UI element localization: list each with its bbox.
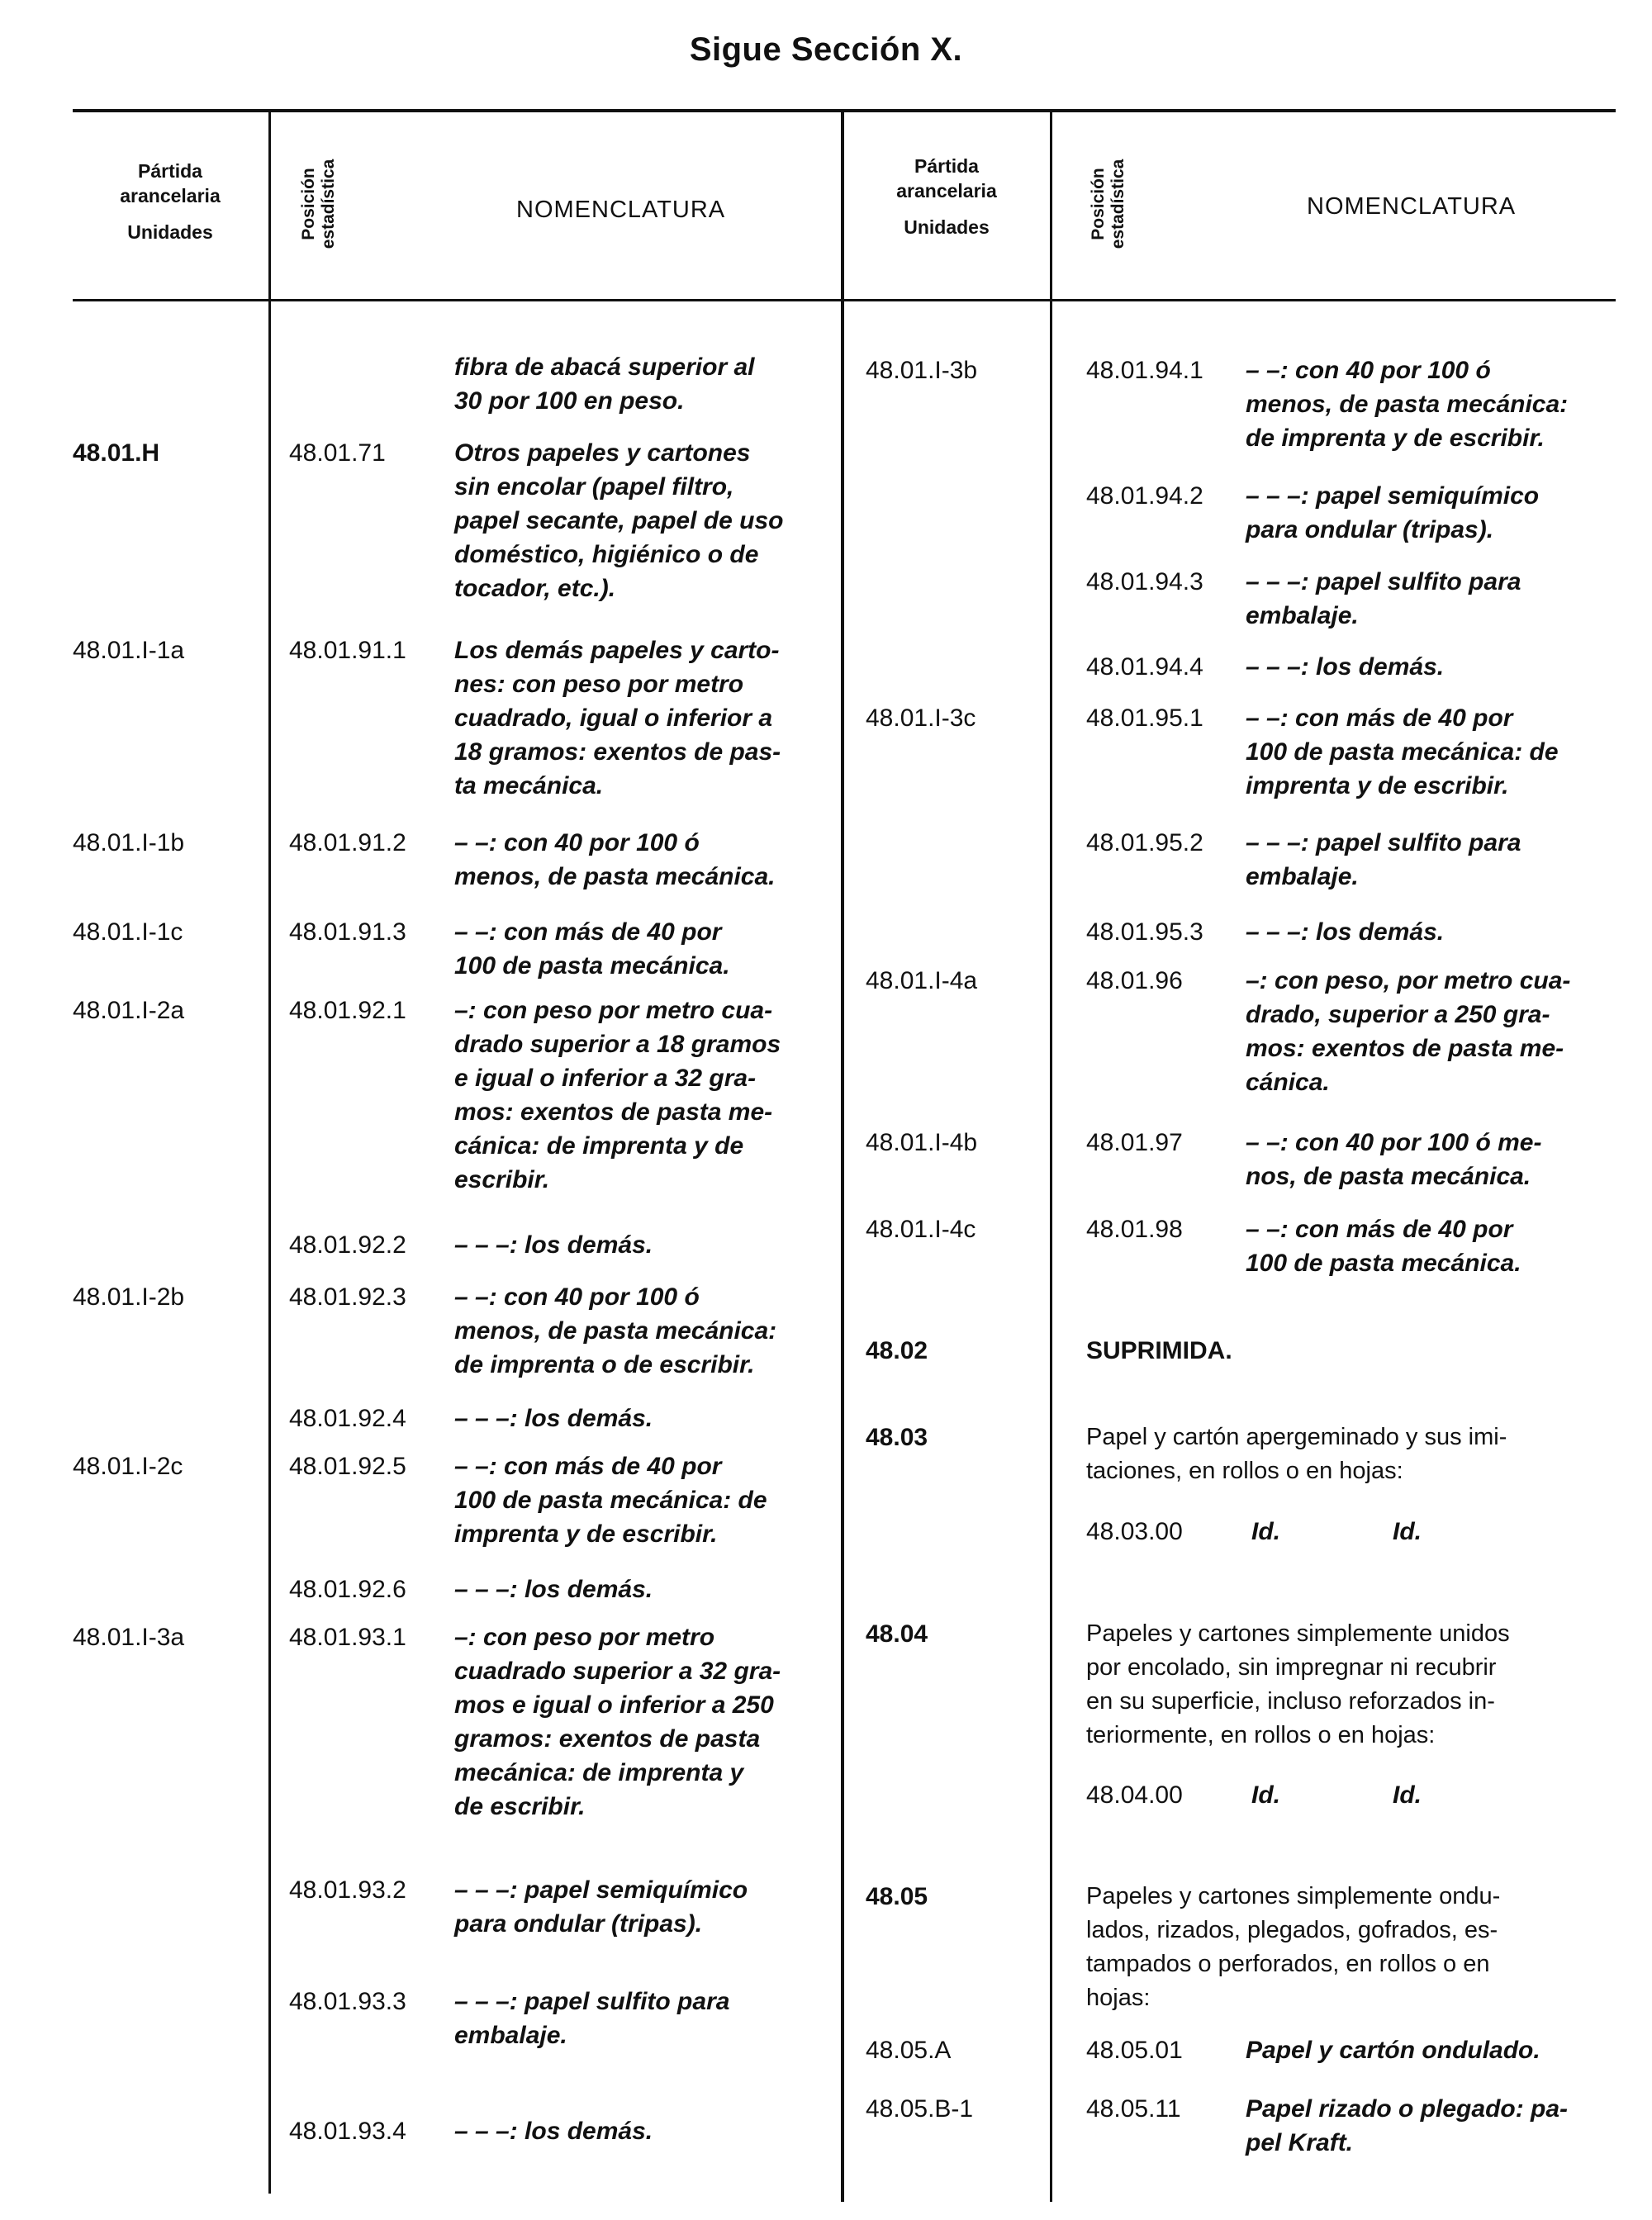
col-divider-3 bbox=[1050, 112, 1052, 2202]
header-partida-line3: Unidades bbox=[127, 221, 213, 243]
header-partida-line1: Pártida bbox=[138, 160, 202, 182]
desc-line: mos: exentos de pasta me- bbox=[454, 1098, 773, 1126]
row-description bbox=[454, 633, 822, 803]
desc-line: mecánica: de imprenta y bbox=[454, 1759, 744, 1786]
desc-line: – –: con 40 por 100 ó bbox=[1246, 357, 1491, 384]
desc-line: menos, de pasta mecánica: bbox=[1246, 391, 1569, 418]
desc-line: en su superficie, incluso reforzados in- bbox=[1086, 1688, 1495, 1715]
desc-line: – – –: papel semiquímico bbox=[454, 1876, 748, 1904]
row-description bbox=[454, 1280, 822, 1382]
partida-code: 48.05 bbox=[866, 1883, 928, 1910]
desc-line: – – –: papel semiquímico bbox=[1246, 482, 1540, 510]
row-description bbox=[454, 2114, 822, 2148]
desc-line: papel secante, papel de uso bbox=[454, 507, 784, 534]
row-description bbox=[454, 994, 822, 1197]
header-posicion-line2: estadística bbox=[319, 159, 338, 249]
desc-line: – – –: los demás. bbox=[454, 2118, 653, 2145]
desc-line: ta mecánica. bbox=[454, 772, 604, 799]
posicion-code: 48.01.93.3 bbox=[289, 1988, 406, 2015]
desc-line: nes: con peso por metro bbox=[454, 671, 744, 698]
desc-line: Otros papeles y cartones bbox=[454, 439, 751, 467]
row-description bbox=[454, 1873, 822, 1941]
desc-line: para ondular (tripas). bbox=[454, 1910, 703, 1938]
desc-line: menos, de pasta mecánica: bbox=[454, 1317, 777, 1345]
page-title: Sigue Sección X. bbox=[689, 31, 963, 68]
row-description bbox=[1086, 1421, 1631, 1488]
desc-line: Papel y cartón apergeminado y sus imi- bbox=[1086, 1424, 1507, 1450]
partida-code: 48.01.I-3b bbox=[866, 357, 978, 384]
desc-line: e igual o inferior a 32 gra- bbox=[454, 1065, 757, 1092]
row-description bbox=[454, 1620, 822, 1824]
posicion-code: 48.01.94.4 bbox=[1086, 653, 1203, 681]
desc-line: – – –: los demás. bbox=[1246, 918, 1445, 946]
desc-line: teriormente, en rollos o en hojas: bbox=[1086, 1722, 1436, 1748]
partida-code: 48.02 bbox=[866, 1337, 928, 1364]
posicion-code: 48.01.92.5 bbox=[289, 1453, 406, 1480]
partida-code: 48.01.H bbox=[73, 439, 160, 467]
row-description bbox=[1246, 479, 1617, 547]
row-description bbox=[1246, 565, 1617, 633]
posicion-code: 48.05.01 bbox=[1086, 2037, 1183, 2064]
desc-line: de escribir. bbox=[454, 1793, 586, 1820]
row-description bbox=[1086, 1880, 1631, 2015]
desc-line: –: con peso por metro cua- bbox=[454, 997, 773, 1024]
desc-line: tampados o perforados, en rollos o en bbox=[1086, 1951, 1490, 1977]
desc-line: imprenta y de escribir. bbox=[1246, 772, 1509, 799]
row-description bbox=[1246, 2092, 1626, 2160]
desc-line: Papeles y cartones simplemente unidos bbox=[1086, 1620, 1510, 1647]
desc-line: cánica. bbox=[1246, 1069, 1330, 1096]
desc-line: – – –: los demás. bbox=[454, 1405, 653, 1432]
header-partida-right bbox=[844, 154, 1049, 240]
desc-line: embalaje. bbox=[1246, 602, 1359, 629]
row-description bbox=[454, 1572, 822, 1606]
desc-line: Los demás papeles y carto- bbox=[454, 637, 780, 664]
partida-code: 48.01.I-4c bbox=[866, 1216, 976, 1243]
desc-line: cuadrado, igual o inferior a bbox=[454, 704, 773, 732]
desc-line: taciones, en rollos o en hojas: bbox=[1086, 1458, 1403, 1484]
top-rule bbox=[73, 109, 1616, 112]
col-divider-1 bbox=[268, 112, 271, 2194]
row-description bbox=[454, 1402, 822, 1435]
header-partida-line2: arancelaria bbox=[896, 180, 997, 202]
header-partida-line3: Unidades bbox=[904, 216, 990, 238]
partida-code: 48.04 bbox=[866, 1620, 928, 1648]
row-description bbox=[1246, 701, 1617, 803]
partida-code: 48.01.I-3c bbox=[866, 704, 976, 732]
posicion-code: 48.01.94.2 bbox=[1086, 482, 1203, 510]
col-divider-middle bbox=[841, 112, 844, 2202]
partida-code: 48.03 bbox=[866, 1424, 928, 1451]
partida-code: 48.05.B-1 bbox=[866, 2095, 974, 2123]
partida-code: 48.01.I-4b bbox=[866, 1129, 978, 1156]
posicion-code: 48.01.92.3 bbox=[289, 1283, 406, 1311]
desc-line: – –: con más de 40 por bbox=[454, 918, 722, 946]
posicion-code: 48.01.93.4 bbox=[289, 2118, 406, 2145]
unit-id: Id. bbox=[1251, 1781, 1280, 1809]
desc-line: Papeles y cartones simplemente ondu- bbox=[1086, 1883, 1501, 1909]
posicion-code: 48.03.00 bbox=[1086, 1518, 1183, 1545]
desc-line: embalaje. bbox=[454, 2022, 567, 2049]
header-nomenclatura-left: NOMENCLATURA bbox=[516, 197, 726, 223]
partida-code: 48.01.I-3a bbox=[73, 1624, 185, 1651]
header-nomenclatura-right: NOMENCLATURA bbox=[1307, 193, 1517, 220]
posicion-code: 48.04.00 bbox=[1086, 1781, 1183, 1809]
row-description bbox=[1246, 2033, 1626, 2067]
row-description bbox=[1246, 650, 1617, 684]
desc-line: drado superior a 18 gramos bbox=[454, 1031, 781, 1058]
posicion-code: 48.01.95.1 bbox=[1086, 704, 1203, 732]
desc-line: imprenta y de escribir. bbox=[454, 1520, 718, 1548]
posicion-code: 48.01.92.4 bbox=[289, 1405, 406, 1432]
desc-line: – – –: papel sulfito para bbox=[1246, 568, 1521, 595]
desc-line: mos e igual o inferior a 250 bbox=[454, 1691, 774, 1719]
desc-line: embalaje. bbox=[1246, 863, 1359, 890]
posicion-code: 48.05.11 bbox=[1086, 2095, 1181, 2123]
desc-line: – – –: los demás. bbox=[1246, 653, 1445, 681]
desc-line: tocador, etc.). bbox=[454, 575, 616, 602]
posicion-code: 48.01.92.1 bbox=[289, 997, 406, 1024]
partida-code: 48.01.I-1c bbox=[73, 918, 183, 946]
desc-line: de imprenta y de escribir. bbox=[1246, 425, 1545, 452]
desc-line: lados, rizados, plegados, gofrados, es- bbox=[1086, 1917, 1498, 1943]
desc-line: – –: con más de 40 por bbox=[1246, 1216, 1513, 1243]
desc-line: 100 de pasta mecánica: de bbox=[454, 1487, 767, 1514]
desc-line: mos: exentos de pasta me- bbox=[1246, 1035, 1564, 1062]
header-posicion-line1: Posición bbox=[299, 168, 318, 240]
header-posicion-right bbox=[1089, 142, 1128, 266]
unit-id: Id. bbox=[1251, 1518, 1280, 1545]
partida-code: 48.01.I-4a bbox=[866, 967, 978, 994]
desc-line: 100 de pasta mecánica: de bbox=[1246, 738, 1559, 766]
desc-line: fibra de abacá superior al bbox=[454, 353, 755, 381]
unit-id: Id. bbox=[1393, 1781, 1422, 1809]
posicion-code: 48.01.91.2 bbox=[289, 829, 406, 856]
desc-line: gramos: exentos de pasta bbox=[454, 1725, 761, 1753]
desc-line: doméstico, higiénico o de bbox=[454, 541, 759, 568]
row-description bbox=[1086, 1334, 1232, 1368]
partida-code: 48.01.I-1b bbox=[73, 829, 185, 856]
desc-line: de imprenta o de escribir. bbox=[454, 1351, 755, 1378]
posicion-code: 48.01.91.3 bbox=[289, 918, 406, 946]
header-partida-left bbox=[73, 159, 268, 244]
row-description bbox=[1246, 826, 1617, 894]
desc-line: 100 de pasta mecánica. bbox=[1246, 1250, 1521, 1277]
posicion-code: 48.01.93.2 bbox=[289, 1876, 406, 1904]
row-description bbox=[454, 915, 822, 983]
header-rule bbox=[73, 299, 1616, 301]
desc-line: nos, de pasta mecánica. bbox=[1246, 1163, 1531, 1190]
posicion-code: 48.01.94.1 bbox=[1086, 357, 1203, 384]
desc-line: escribir. bbox=[454, 1166, 550, 1193]
header-partida-line1: Pártida bbox=[914, 155, 979, 177]
header-posicion-left bbox=[299, 142, 339, 266]
posicion-code: 48.01.93.1 bbox=[289, 1624, 406, 1651]
desc-line: – –: con 40 por 100 ó bbox=[454, 1283, 700, 1311]
desc-line: 100 de pasta mecánica. bbox=[454, 952, 730, 980]
desc-line: por encolado, sin impregnar ni recubrir bbox=[1086, 1654, 1497, 1681]
desc-line: menos, de pasta mecánica. bbox=[454, 863, 776, 890]
desc-line: sin encolar (papel filtro, bbox=[454, 473, 734, 500]
posicion-code: 48.01.91.1 bbox=[289, 637, 406, 664]
partida-code: 48.05.A bbox=[866, 2037, 952, 2064]
partida-code: 48.01.I-1a bbox=[73, 637, 185, 664]
row-description bbox=[454, 1985, 822, 2052]
posicion-code: 48.01.71 bbox=[289, 439, 386, 467]
desc-line: cánica: de imprenta y de bbox=[454, 1132, 744, 1160]
partida-code: 48.01.I-2c bbox=[73, 1453, 183, 1480]
posicion-code: 48.01.97 bbox=[1086, 1129, 1183, 1156]
unit-id: Id. bbox=[1393, 1518, 1422, 1545]
desc-line: cuadrado superior a 32 gra- bbox=[454, 1658, 781, 1685]
desc-line: 18 gramos: exentos de pas- bbox=[454, 738, 781, 766]
row-description bbox=[1246, 1126, 1617, 1193]
desc-line: para ondular (tripas). bbox=[1246, 516, 1494, 543]
posicion-code: 48.01.94.3 bbox=[1086, 568, 1203, 595]
header-posicion-line2: estadística bbox=[1108, 159, 1127, 249]
header-posicion-line1: Posición bbox=[1089, 168, 1108, 240]
row-description bbox=[454, 1449, 822, 1551]
row-description bbox=[454, 350, 822, 418]
desc-line: Papel rizado o plegado: pa- bbox=[1246, 2095, 1569, 2123]
posicion-code: 48.01.98 bbox=[1086, 1216, 1183, 1243]
row-description bbox=[454, 826, 822, 894]
desc-line: SUPRIMIDA. bbox=[1086, 1337, 1232, 1364]
row-description bbox=[454, 436, 822, 605]
desc-line: – – –: los demás. bbox=[454, 1231, 653, 1259]
desc-line: – –: con 40 por 100 ó me- bbox=[1246, 1129, 1542, 1156]
posicion-code: 48.01.95.3 bbox=[1086, 918, 1203, 946]
desc-line: – – –: papel sulfito para bbox=[1246, 829, 1521, 856]
row-description bbox=[1086, 1617, 1631, 1753]
posicion-code: 48.01.96 bbox=[1086, 967, 1183, 994]
desc-line: drado, superior a 250 gra- bbox=[1246, 1001, 1550, 1028]
desc-line: hojas: bbox=[1086, 1985, 1151, 2011]
desc-line: – –: con más de 40 por bbox=[454, 1453, 722, 1480]
row-description bbox=[1246, 353, 1617, 455]
desc-line: – –: con más de 40 por bbox=[1246, 704, 1513, 732]
desc-line: – – –: los demás. bbox=[454, 1576, 653, 1603]
row-description bbox=[1246, 915, 1617, 949]
posicion-code: 48.01.92.6 bbox=[289, 1576, 406, 1603]
row-description bbox=[1246, 964, 1617, 1099]
partida-code: 48.01.I-2a bbox=[73, 997, 185, 1024]
posicion-code: 48.01.95.2 bbox=[1086, 829, 1203, 856]
desc-line: pel Kraft. bbox=[1246, 2129, 1354, 2156]
partida-code: 48.01.I-2b bbox=[73, 1283, 185, 1311]
row-description bbox=[1246, 1212, 1617, 1280]
desc-line: –: con peso, por metro cua- bbox=[1246, 967, 1571, 994]
desc-line: – –: con 40 por 100 ó bbox=[454, 829, 700, 856]
header-partida-line2: arancelaria bbox=[120, 185, 221, 206]
desc-line: –: con peso por metro bbox=[454, 1624, 715, 1651]
posicion-code: 48.01.92.2 bbox=[289, 1231, 406, 1259]
row-description bbox=[454, 1228, 822, 1262]
desc-line: – – –: papel sulfito para bbox=[454, 1988, 730, 2015]
desc-line: 30 por 100 en peso. bbox=[454, 387, 685, 415]
desc-line: Papel y cartón ondulado. bbox=[1246, 2037, 1540, 2064]
